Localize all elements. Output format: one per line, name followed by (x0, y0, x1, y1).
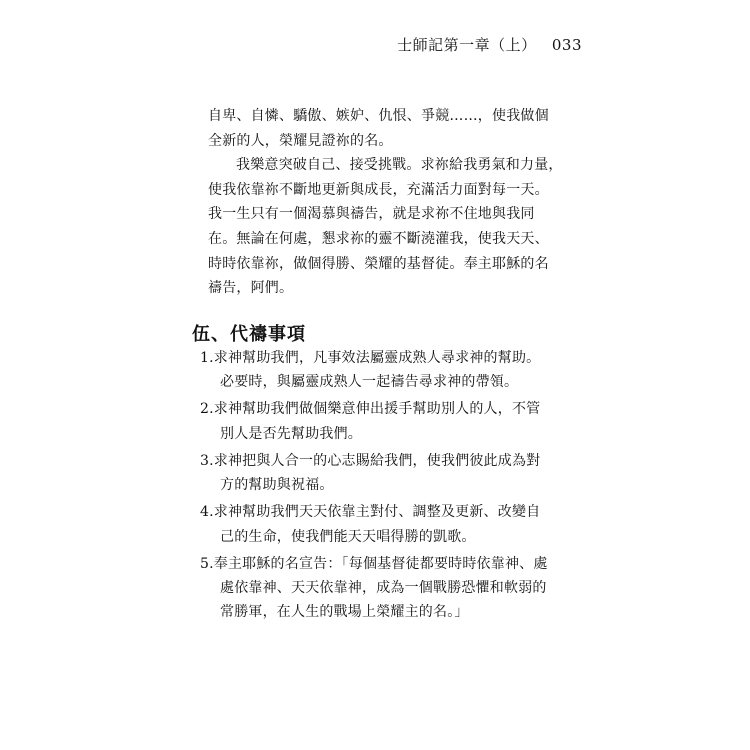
list-item (200, 397, 580, 446)
intro-text (208, 104, 578, 301)
text-line: 在。無論在何處，懇求祢的靈不斷澆灌我，使我天天、 (208, 230, 549, 247)
running-header (397, 34, 582, 55)
text-line: 全新的人，榮耀見證祢的名。 (208, 132, 393, 149)
item-line: 4.求神幫助我們天天依靠主對付、調整及更新、改變自 (200, 504, 541, 521)
section-heading: 伍、代禱事項 (192, 324, 306, 345)
item-line: 己的生命，使我們能天天唱得勝的凱歌。 (220, 528, 476, 545)
list-item (200, 500, 580, 549)
list-item (200, 449, 580, 498)
prayer-list (200, 346, 580, 625)
text-line: 時時依靠祢，做個得勝、榮耀的基督徒。奉主耶穌的名 (208, 255, 549, 272)
item-line: 處依靠神、天天依靠神，成為一個戰勝恐懼和軟弱的 (220, 579, 547, 596)
item-line: 1.求神幫助我們，凡事效法屬靈成熟人尋求神的幫助。 (200, 350, 541, 366)
item-line: 2.求神幫助我們做個樂意伸出援手幫助別人的人，不管 (200, 401, 541, 418)
text-line: 我一生只有一個渴慕與禱告，就是求祢不住地與我同 (208, 206, 535, 223)
paragraph (208, 104, 578, 153)
item-line: 5.奉主耶穌的名宣告：「每個基督徒都要時時依靠神、處 (200, 555, 548, 572)
chapter-title: 士師記第一章（上） (397, 36, 537, 54)
list-item (200, 346, 580, 395)
item-line: 別人是否先幫助我們。 (220, 425, 362, 442)
text-line: 我樂意突破自己、接受挑戰。求祢給我勇氣和力量， (236, 157, 563, 174)
item-line: 常勝軍，在人生的戰場上榮耀主的名。」 (220, 604, 469, 621)
text-line: 禱告，阿們。 (208, 280, 294, 297)
item-line: 方的幫助與祝福。 (220, 477, 334, 494)
item-line: 3.求神把與人合一的心志賜給我們，使我們彼此成為對 (200, 452, 541, 469)
item-line: 必要時，與屬靈成熟人一起禱告尋求神的帶領。 (220, 374, 519, 391)
list-item (200, 552, 580, 625)
page-number: 033 (551, 36, 582, 54)
paragraph (208, 153, 578, 301)
text-line: 使我依靠祢不斷地更新與成長，充滿活力面對每一天。 (208, 181, 549, 198)
text-line: 自卑、自憐、驕傲、嫉妒、仇恨、爭競……，使我做個 (208, 108, 549, 124)
